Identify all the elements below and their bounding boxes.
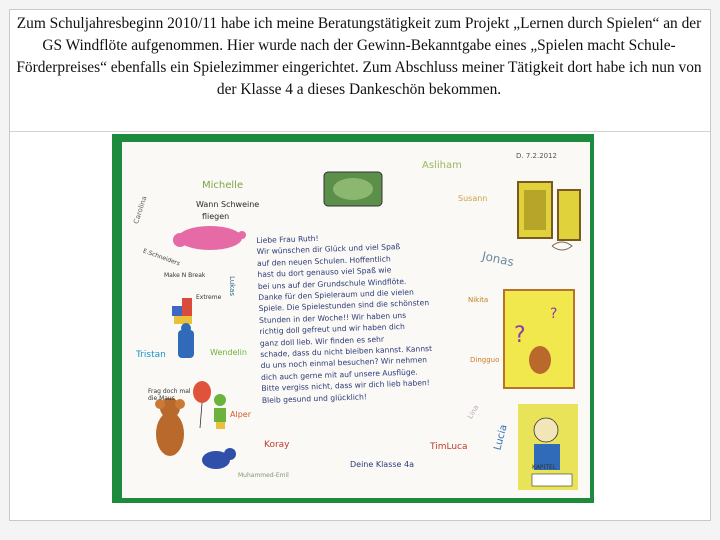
framed-pictures-drawing: [518, 182, 580, 240]
letter-line: auf den neuen Schulen. Hoffentlich: [256, 254, 391, 268]
poster-paper: [122, 142, 590, 498]
letter-date: D. 7.2.2012: [516, 152, 558, 160]
name-tristan: Tristan: [136, 350, 166, 360]
thank-you-letter: [256, 227, 492, 406]
letter-line: Bleib gesund und glücklich!: [261, 391, 368, 405]
letter-line: schade, dass du nicht bleiben kannst. Kannst: [260, 344, 433, 360]
name-jonas: Jonas: [480, 248, 516, 270]
letter-line: bei uns auf der Grundschule Windflöte.: [257, 276, 407, 291]
letter-line: du uns noch einmal besuchen? Wir nehmen: [260, 355, 428, 371]
name-alper: Alper: [230, 410, 251, 419]
name-michelle: Michelle: [202, 180, 244, 191]
name-carolina: Carolina: [132, 195, 149, 225]
svg-text:?: ?: [514, 323, 526, 348]
blue-elephant-drawing: [202, 448, 236, 469]
swirl-decoration-drawing: [552, 242, 572, 250]
green-figure-drawing: [214, 394, 226, 429]
name-wendelin: Wendelin: [210, 348, 247, 357]
name-lucia: Lucia: [492, 423, 510, 452]
tristan-figure-drawing: [178, 323, 194, 358]
svg-text:?: ?: [550, 306, 558, 322]
letter-line: Wir wünschen dir Glück und viel Spaß: [256, 242, 401, 257]
name-asliham: Asliham: [422, 160, 462, 171]
make-n-break-label: Make N Break: [164, 272, 206, 279]
name-e-schneiders: E.Schneiders: [141, 247, 181, 268]
name-nikita: Nikita: [468, 296, 489, 304]
question-mark-board-drawing: [504, 290, 574, 388]
flying-pig-drawing: [173, 226, 246, 250]
name-muhammed: Muhammed-Emil: [238, 472, 289, 479]
name-lina: Lina: [466, 403, 481, 421]
name-koray: Koray: [264, 440, 290, 450]
kapitel-label: KAPITEL: [532, 464, 557, 471]
slide-title-text: Zum Schuljahresbeginn 2010/11 habe ich meine Beratungstätigkeit zum Projekt „Lernen durch Spielen“ an der GS Windflöte aufgenommen. Hier wurde nach der Gewinn-Bekanntgabe eines „Spielen macht Schule-Förderpreises“ ebenfalls ein Spielezimmer eingerichtet. Zum Abschluss meiner Tätigkeit dort habe ich nun von der Klasse 4 a dieses Dankeschön bekommen.: [16, 15, 702, 98]
letter-line: hast du dort genauso viel Spaß wie: [257, 265, 392, 280]
title-divider: [10, 131, 710, 132]
letter-line: Liebe Frau Ruth!: [256, 233, 319, 246]
thank-you-poster-photo: [112, 134, 594, 503]
name-tim-luca: TimLuca: [430, 442, 468, 452]
letter-line: Bitte vergiss nicht, dass wir dich lieb haben!: [261, 378, 430, 394]
letter-line: ganz doll lieb. Wir finden es sehr: [259, 334, 385, 348]
make-n-break-drawing: [172, 298, 192, 324]
board-game-drawing: [324, 172, 382, 206]
die-maus-drawing: [155, 398, 185, 456]
extreme-label: Extreme: [196, 294, 222, 301]
letter-line: Danke für den Spieleraum und die vielen: [258, 287, 414, 303]
slide-bottom-divider: [9, 520, 711, 521]
letter-signature: Deine Klasse 4a: [350, 460, 415, 469]
comic-character-drawing: [518, 404, 578, 490]
name-susann: Susann: [458, 194, 488, 203]
fliegen-label: fliegen: [202, 212, 230, 221]
wann-schweine-label: Wann Schweine: [196, 200, 260, 209]
letter-line: dich auch gerne mit auf unsere Ausflüge.: [260, 367, 418, 382]
name-lukas: Lukas: [228, 275, 237, 297]
name-dingguo: Dingguo: [470, 356, 500, 364]
letter-line: Stunden in der Woche!! Wir haben uns: [258, 310, 407, 325]
letter-line: richtig doll gefreut und wir haben dich: [259, 322, 405, 337]
frag-doch-mal-die-maus-label: Frag doch mal die Maus: [148, 388, 191, 402]
letter-line: Spiele. Die Spielestunden sind die schönsten: [258, 298, 430, 314]
